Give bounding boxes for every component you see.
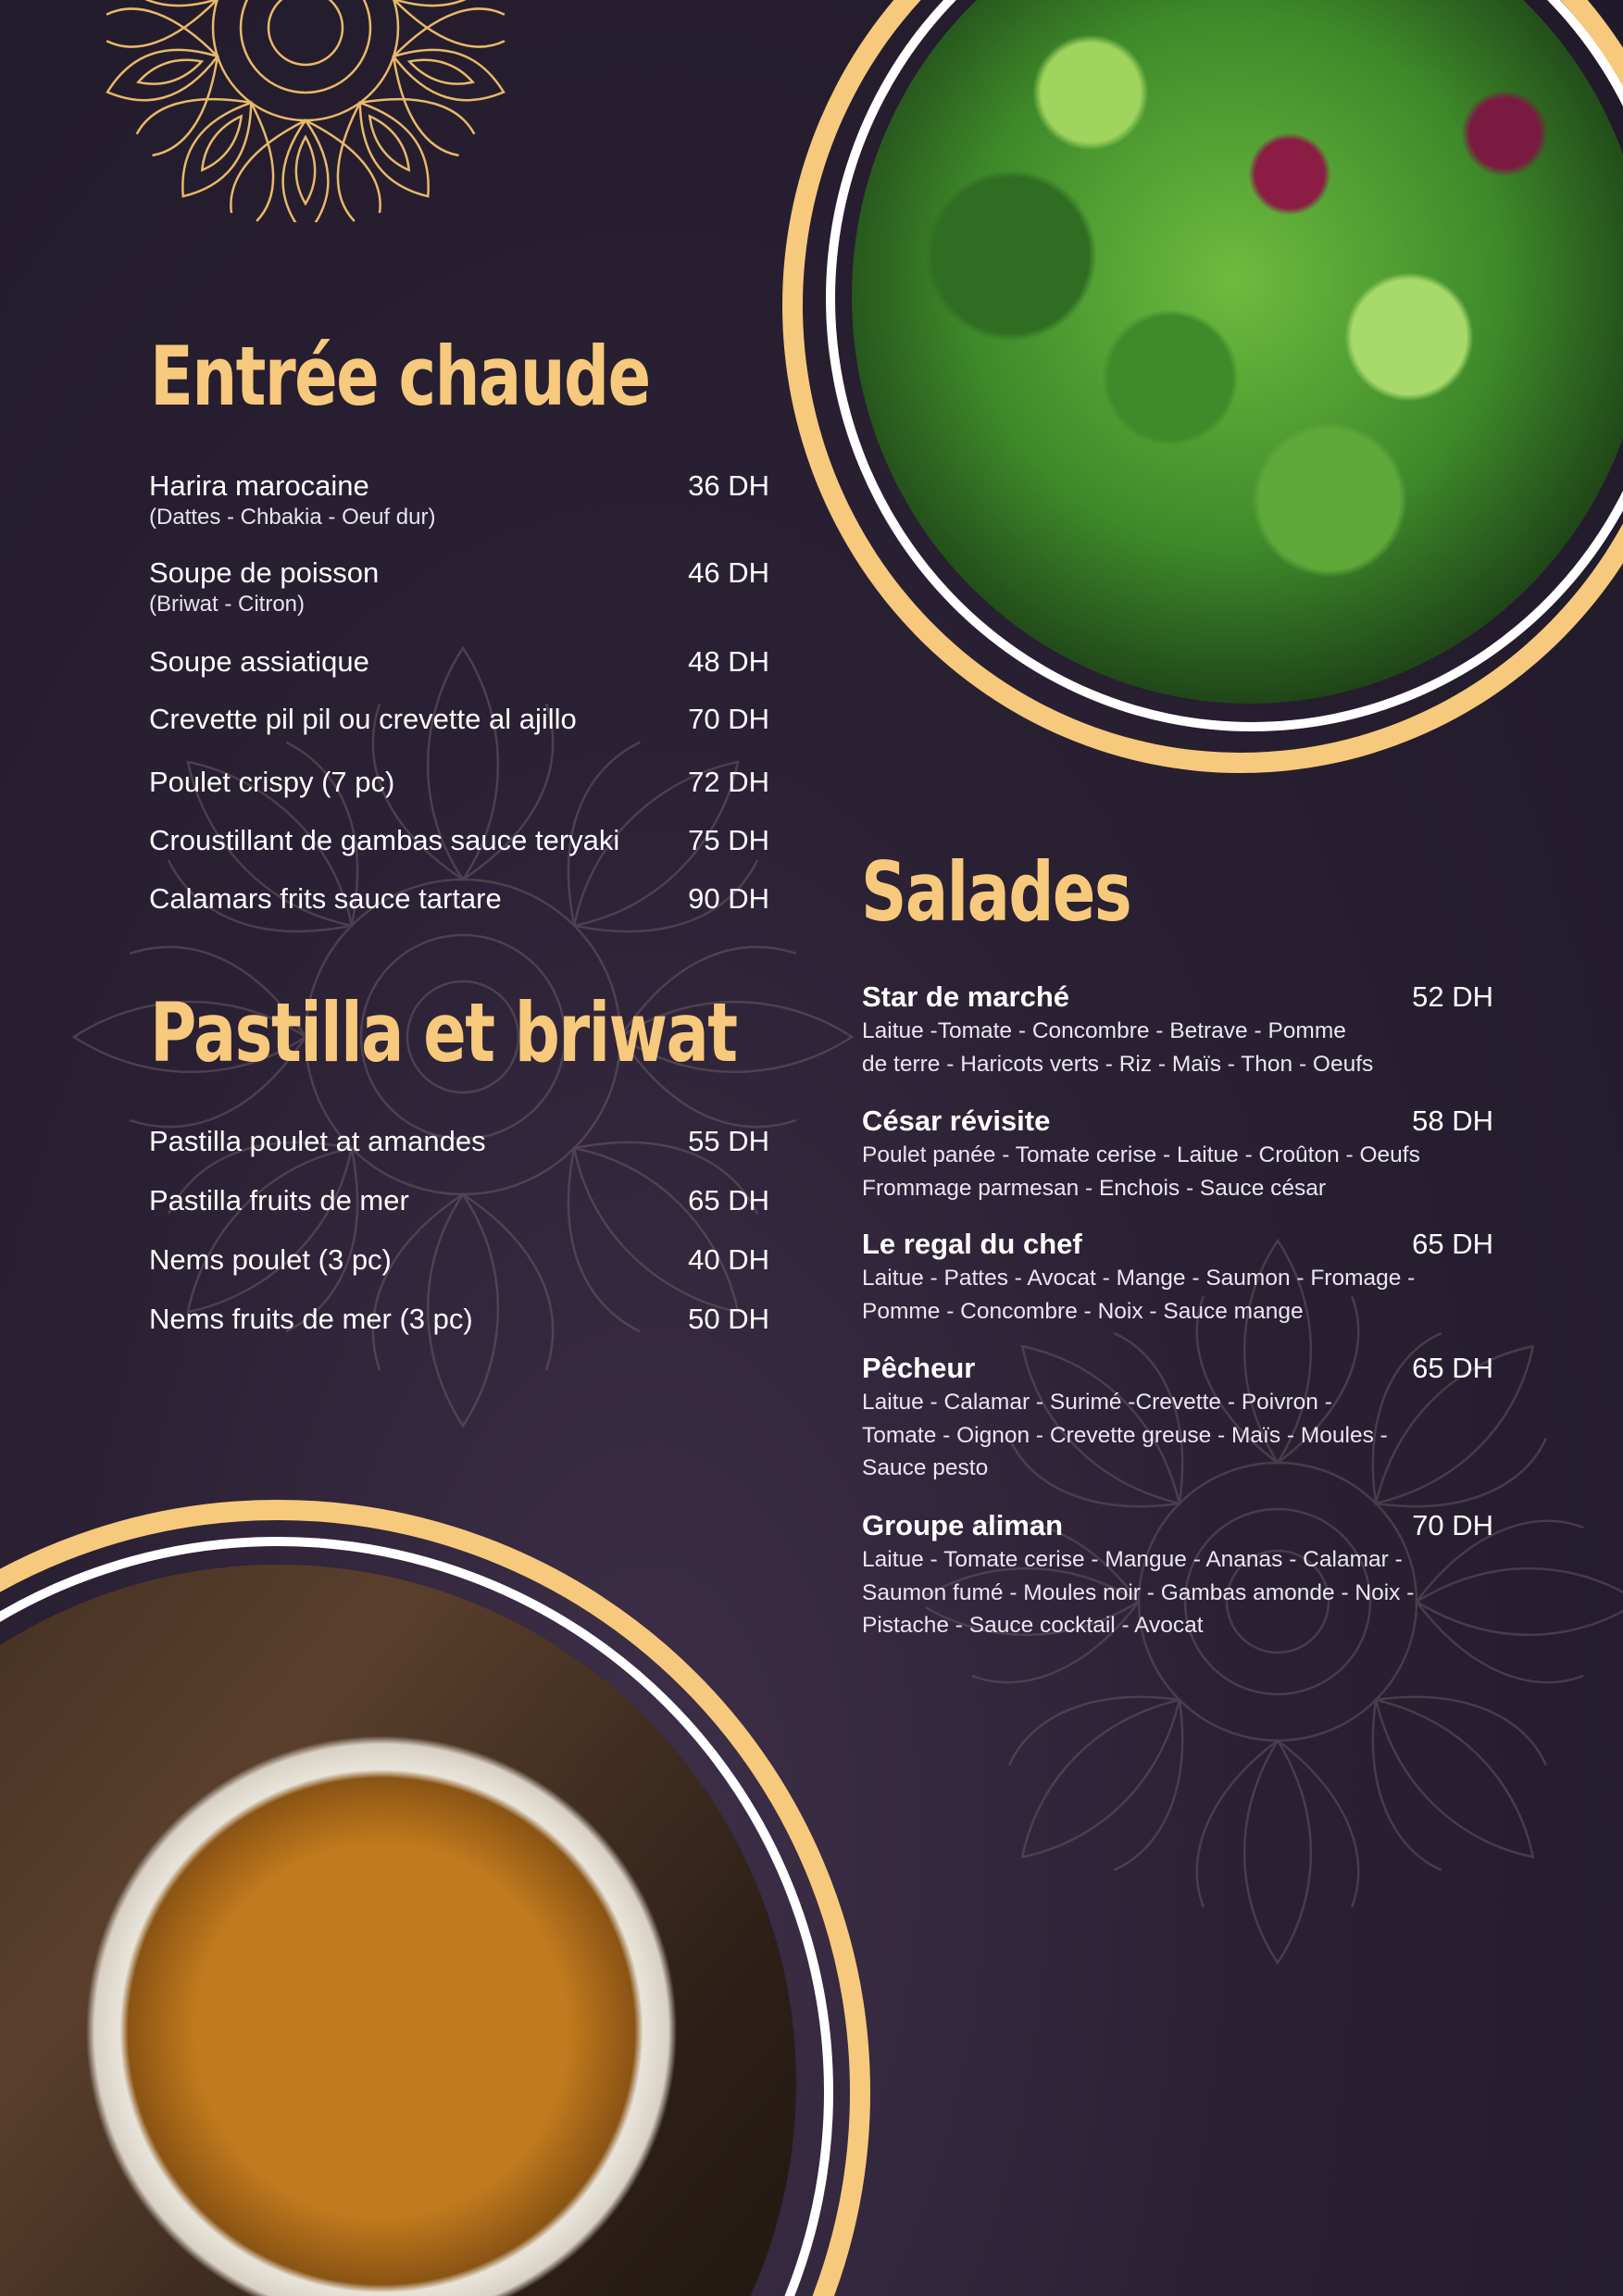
menu-item (149, 1302, 769, 1337)
menu-item (149, 1242, 769, 1278)
menu-item (149, 644, 769, 680)
item-name: Star de marché (862, 980, 1069, 1013)
item-price: 70 DH (1412, 1509, 1493, 1541)
salad-photo (852, 0, 1623, 704)
description-line: Sauce pesto (862, 1455, 989, 1480)
description-line: Laitue -Tomate - Concombre - Betrave - Pomme (862, 1018, 1346, 1043)
menu-item (149, 555, 769, 618)
menu-item (149, 1124, 769, 1159)
item-price: 75 DH (688, 824, 769, 856)
salad-item (862, 980, 1493, 1080)
item-price: 36 DH (688, 469, 769, 502)
item-price: 70 DH (688, 703, 769, 735)
salad-item (862, 1351, 1493, 1485)
item-description: (Briwat - Citron) (149, 592, 306, 617)
salad-item (862, 1104, 1493, 1204)
menu-item (149, 468, 769, 531)
item-name: Pêcheur (862, 1352, 976, 1384)
item-price: 52 DH (1412, 980, 1493, 1013)
item-description (862, 1386, 1493, 1485)
item-name: Groupe aliman (862, 1509, 1064, 1541)
section-title-entree-chaude: Entrée chaude (150, 329, 650, 424)
menu-item (149, 765, 769, 800)
item-name: Poulet crispy (7 pc) (149, 766, 395, 798)
menu-item (149, 823, 769, 858)
item-price: 90 DH (688, 882, 769, 915)
section-title-pastilla-et-briwat: Pastilla et briwat (150, 985, 737, 1080)
description-line: Pistache - Sauce cocktail - Avocat (862, 1613, 1204, 1638)
item-description (862, 1543, 1493, 1642)
item-name: Pastilla fruits de mer (149, 1184, 409, 1217)
item-price: 65 DH (1412, 1228, 1493, 1260)
description-line: de terre - Haricots verts - Riz - Maïs - Thon - Oeufs (862, 1051, 1374, 1077)
item-price: 72 DH (688, 766, 769, 798)
harira-soup-photo (0, 1565, 796, 2296)
item-name: Croustillant de gambas sauce teryaki (149, 824, 620, 856)
gold-mandala-ornament (102, 0, 509, 222)
description-line: Laitue - Pattes - Avocat - Mange - Saumon - Fromage - (862, 1266, 1416, 1291)
item-name: Harira marocaine (149, 469, 369, 502)
description-line: Tomate - Oignon - Crevette greuse - Maïs - Moules - (862, 1422, 1388, 1448)
description-line: Laitue - Tomate cerise - Mangue - Ananas - Calamar - (862, 1547, 1403, 1572)
item-name: Calamars frits sauce tartare (149, 882, 502, 915)
item-description: (Dattes - Chbakia - Oeuf dur) (149, 505, 436, 530)
item-price: 58 DH (1412, 1104, 1493, 1137)
item-name: Pastilla poulet at amandes (149, 1125, 486, 1157)
item-name: Le regal du chef (862, 1228, 1082, 1260)
menu-item (149, 702, 769, 737)
salad-item (862, 1508, 1493, 1642)
description-line: Poulet panée - Tomate cerise - Laitue - Croûton - Oeufs (862, 1142, 1420, 1167)
item-description (862, 1015, 1493, 1080)
description-line: Saumon fumé - Moules noir - Gambas amonde - Noix - (862, 1579, 1415, 1605)
item-price: 55 DH (688, 1125, 769, 1157)
item-name: Nems poulet (3 pc) (149, 1243, 392, 1276)
item-name: Crevette pil pil ou crevette al ajillo (149, 703, 577, 735)
menu-item (149, 881, 769, 917)
item-description (862, 1262, 1493, 1328)
item-name: Soupe assiatique (149, 645, 369, 678)
section-title-salades: Salades (861, 844, 1131, 940)
description-line: Pomme - Concombre - Noix - Sauce mange (862, 1298, 1304, 1324)
item-description (862, 1139, 1493, 1204)
item-name: César révisite (862, 1104, 1051, 1137)
item-price: 46 DH (688, 556, 769, 589)
item-price: 65 DH (688, 1184, 769, 1217)
item-name: Nems fruits de mer (3 pc) (149, 1303, 473, 1335)
item-price: 48 DH (688, 645, 769, 678)
menu-item (149, 1183, 769, 1218)
description-line: Frommage parmesan - Enchois - Sauce césar (862, 1175, 1327, 1201)
item-price: 50 DH (688, 1303, 769, 1335)
item-price: 40 DH (688, 1243, 769, 1276)
item-name: Soupe de poisson (149, 556, 380, 589)
item-price: 65 DH (1412, 1352, 1493, 1384)
description-line: Laitue - Calamar - Surimé -Crevette - Poivron - (862, 1390, 1332, 1415)
salad-item (862, 1227, 1493, 1328)
